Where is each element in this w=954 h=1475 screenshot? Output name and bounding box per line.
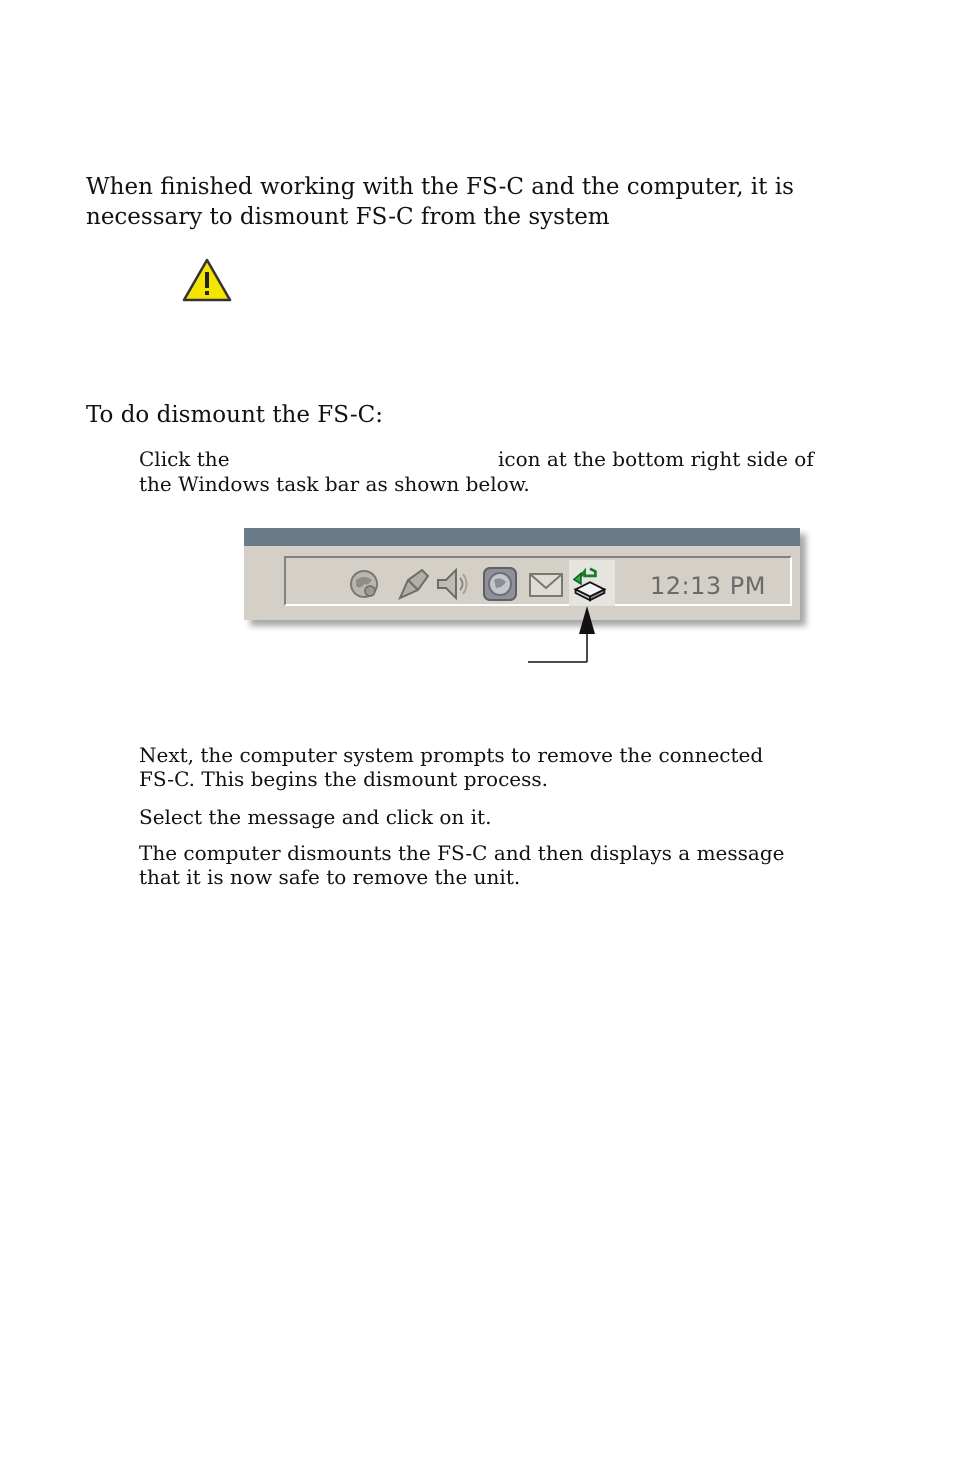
mail-icon[interactable] [528,566,564,602]
step1-text-line-2: the Windows task bar as shown below. [139,472,530,496]
network-icon[interactable] [346,566,382,602]
callout-arrow [520,600,620,670]
step2-paragraph [139,743,859,791]
steps-heading: To do dismount the FS-C: [86,402,383,428]
speaker-icon[interactable] [434,566,470,602]
intro-paragraph [86,172,846,232]
step1-text-end: icon at the bottom right side of [498,447,814,471]
step3-paragraph: Select the message and click on it. [139,805,492,829]
intro-line-2: necessary to dismount FS-C from the system [86,204,610,230]
pen-tool-icon[interactable] [396,566,432,602]
warning-icon [181,257,233,303]
tray-clock[interactable]: 12:13 PM [650,572,766,600]
step2-line-1: Next, the computer system prompts to remove the connected [139,743,764,767]
circle-app-icon[interactable] [482,566,518,602]
taskbar-top-strip [244,528,800,546]
step1-text-start: Click the [139,447,230,471]
step4-paragraph [139,841,859,889]
intro-line-1: When finished working with the FS-C and the computer, it is [86,174,794,200]
step4-line-1: The computer dismounts the FS-C and then displays a message [139,841,785,865]
safely-remove-hardware-icon[interactable] [572,566,608,602]
step2-line-2: FS-C. This begins the dismount process. [139,767,549,791]
step4-line-2: that it is now safe to remove the unit. [139,865,521,889]
